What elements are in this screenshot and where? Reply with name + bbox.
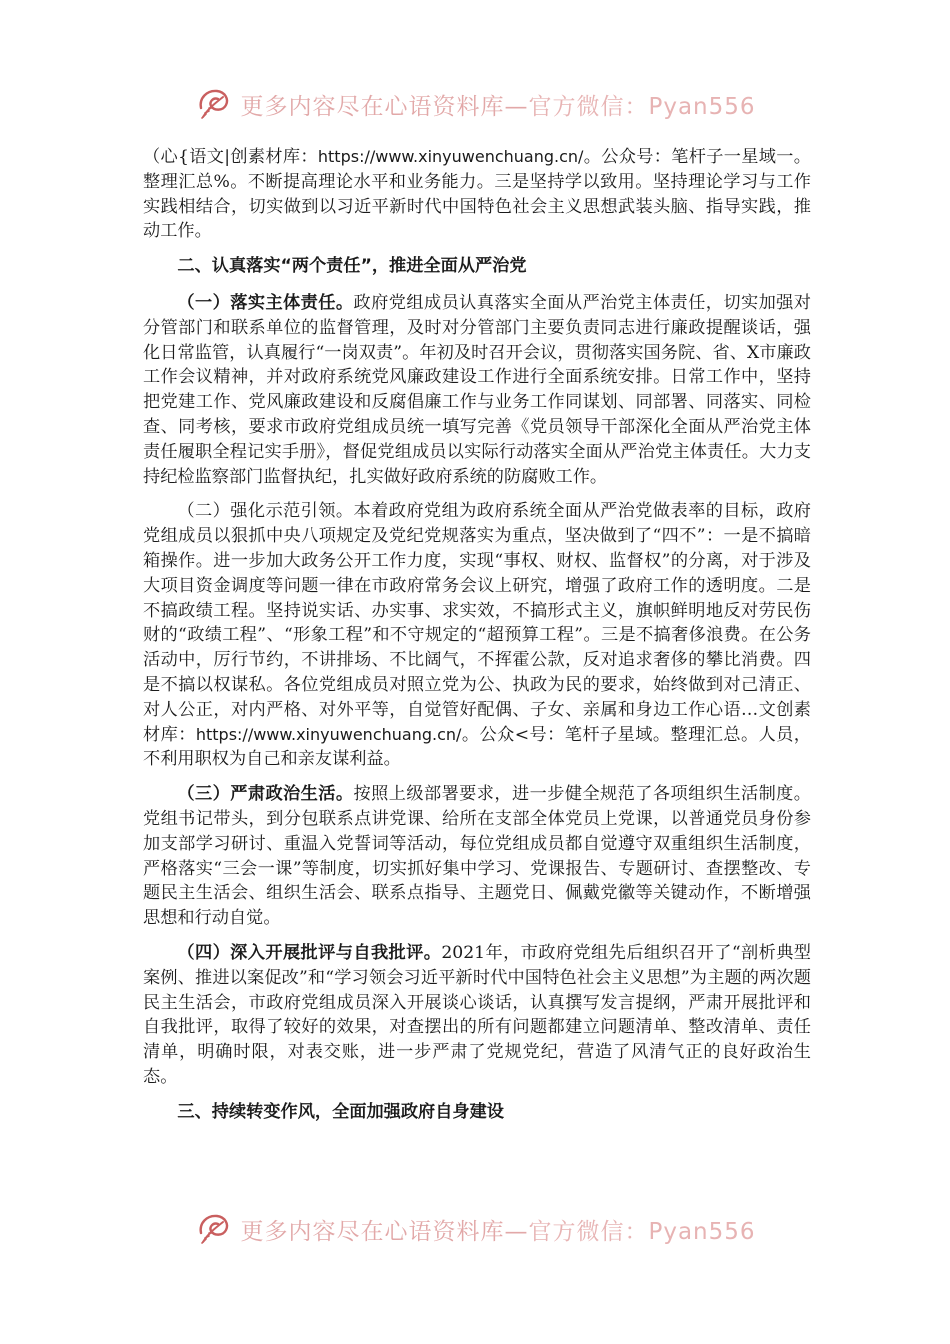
source-link[interactable]: https://www.xinyuwenchuang.cn/	[317, 147, 584, 166]
watermark-site: 更多内容尽在心语资料库	[240, 1218, 505, 1245]
source-link[interactable]: https://www.xinyuwenchuang.cn/	[195, 724, 462, 744]
watermark-dash: —	[504, 93, 529, 120]
feather-swirl-logo-icon	[194, 1209, 234, 1249]
subsection-lead: （三）严肃政治生活。	[177, 784, 354, 805]
section-heading-two: 二、认真落实“两个责任”，推进全面从严治党	[177, 256, 527, 277]
subsection-lead: （二）强化示范引领。	[177, 501, 354, 522]
document-body	[143, 145, 811, 1136]
paragraph-criticism: （四）深入开展批评与自我批评。2021年，市政府党组先后组织召开了“剖析典型案例、推进以案促改”和“学习领会习近平新时代中国特色社会主义思想”为主题的两次题民主生活会，市政府党组成员深入开展谈心谈话，认真撰写发言提纲，严肃开展批评和自我批评，取得了较好的效果，对查摆出的所有问题都建立问题清单、整改清单、责任清单，明确时限，对表交账，进一步严肃了党规党纪，营造了风清气正的良好政治生态。	[143, 942, 811, 1087]
paragraph-political-life: （三）严肃政治生活。按照上级部署要求，进一步健全规范了各项组织生活制度。党组书记带头，到分包联系点讲党课、给所在支部全体党员上党课，以普通党员身份参加支部学习研讨、重温入党誓词等活动，每位党组成员都自觉遵守双重组织生活制度，严格落实“三会一课”等制度，切实抓好集中学习、党课报告、专题研讨、查摆整改、专题民主生活会、组织生活会、联系点指导、主题党日、佩戴党徽等关键动作，不断增强思想和行动自觉。	[143, 784, 811, 929]
watermark-dash: —	[504, 1218, 529, 1245]
paragraph-exemplary-role: （二）强化示范引领。本着政府党组为政府系统全面从严治党做表率的目标，政府党组成员以狠抓中央八项规定及党纪党规落实为重点，坚决做到了“四不”：一是不搞暗箱操作。进一步加大政务公开工作力度，实现“事权、财权、监督权”的分离，对于涉及大项目资金调度等问题一律在市政府常务会议上研究，增强了政府工作的透明度。二是不搞政绩工程。坚持说实话、办实事、求实效，不搞形式主义，旗帜鲜明地反对劳民伤财的“政绩工程”、“形象工程”和不守规定的“超预算工程”。三是不搞奢侈浪费。在公务活动中，厉行节约，不讲排场、不比阔气，不挥霍公款，反对追求奢侈的攀比消费。四是不搞以权谋私。各位党组成员对照立党为公、执政为民的要求，始终做到对己清正、对人公正，对内严格、对外平等，自觉管好配偶、子女、亲属和身边工作心语…文创素材库：https://www.xinyuwenchuang.cn/。公众<号：笔杆子星域。整理汇总。人员，不利用职权为自己和亲友谋利益。	[143, 501, 811, 770]
watermark-wechat: 官方微信：Pyan556	[528, 1218, 756, 1245]
watermark-wechat: 官方微信：Pyan556	[528, 93, 756, 120]
watermark-text	[240, 1213, 755, 1246]
watermark-header	[0, 82, 950, 126]
subsection-lead: （四）深入开展批评与自我批评。	[177, 942, 442, 963]
watermark-footer	[0, 1207, 950, 1251]
paragraph-main-responsibility: （一）落实主体责任。政府党组成员认真落实全面从严治党主体责任，切实加强对分管部门和联系单位的监督管理，及时对分管部门主要负责同志进行廉政提醒谈话，强化日常监管，认真履行“一岗双责”。年初及时召开会议，贯彻落实国务院、省、X市廉政工作会议精神，并对政府系统党风廉政建设工作进行全面系统安排。日常工作中，坚持把党建工作、党风廉政建设和反腐倡廉工作与业务工作同谋划、同部署、同落实、同检查、同考核，要求市政府党组成员统一填写完善《党员领导干部深化全面从严治党主体责任履职全程记实手册》，督促党组成员以实际行动落实全面从严治党主体责任。大力支持纪检监察部门监督执纪，扎实做好政府系统的防腐败工作。	[143, 292, 811, 487]
paragraph-study: （心{语文|创素材库：https://www.xinyuwenchuang.cn/。公众号：笔杆子一星域一。整理汇总%。不断提高理论水平和业务能力。三是坚持学以致用。坚持理论学习与工作实践相结合，切实做到以习近平新时代中国特色社会主义思想武装头脑、指导实践，推动工作。	[143, 147, 811, 242]
watermark-text	[240, 88, 755, 121]
watermark-site: 更多内容尽在心语资料库	[240, 93, 505, 120]
section-heading-three: 三、持续转变作风，全面加强政府自身建设	[177, 1101, 504, 1122]
feather-swirl-logo-icon	[194, 84, 234, 124]
subsection-lead: （一）落实主体责任。	[177, 292, 354, 313]
